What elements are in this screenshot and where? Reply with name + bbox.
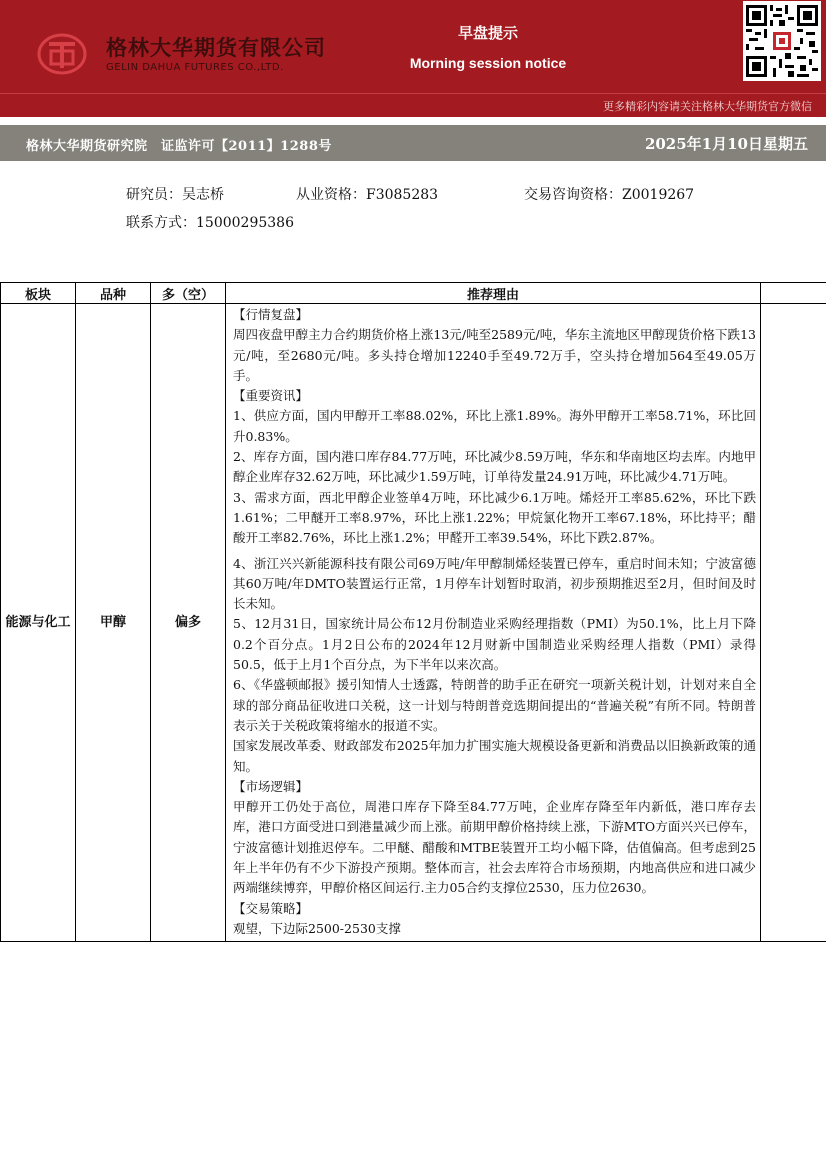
table-row [1, 304, 826, 942]
researcher-qualification: 从业资格：F3085283 [296, 187, 439, 203]
table-header-row [1, 283, 826, 304]
wechat-qr-code [743, 1, 821, 81]
section-heading-market-review: 【行情复盘】 [233, 307, 309, 322]
header-banner [0, 0, 826, 93]
reason-paragraph: 3、需求方面，西北甲醇企业签单4万吨，环比减少6.1万吨。烯烃开工率85.62%，环比下跌1.61%；二甲醚开工率8.97%，环比上涨1.22%；甲烷氯化物开工率67.18%，环比持平；醋酸开工率82.76%，环比上涨1.2%；甲醛开工率39.54%，环比下跌2.87%。 [233, 489, 756, 546]
qr-code-icon [746, 4, 818, 78]
col-header-blank [761, 283, 826, 304]
section-heading-market-logic: 【市场逻辑】 [233, 778, 309, 794]
institute-license: 格林大华期货研究院 证监许可【2011】1288号 [26, 139, 332, 154]
cell-direction: 偏多 [151, 304, 226, 942]
contact-info: 联系方式：15000295386 [126, 215, 294, 231]
cell-product: 甲醇 [76, 304, 151, 942]
reason-paragraph: 2、库存方面，国内港口库存84.77万吨，环比减少8.59万吨，华东和华南地区均去库。内地甲醇企业库存32.62万吨，环比减少1.59万吨，订单待发量24.91万吨，环比减少4.71万吨。 [233, 449, 756, 485]
reason-paragraph: 4、浙江兴兴新能源科技有限公司69万吨/年甲醇制烯烃装置已停车，重启时间未知；宁波富德其60万吨/年DMTO装置运行正常，1月停车计划暂时取消，初步预期推迟至2月，但时间及时长未知。 [233, 555, 756, 612]
cell-blank [761, 304, 826, 942]
company-logo-icon [36, 32, 88, 76]
company-name-en: GELIN DAHUA FUTURES CO.,LTD. [106, 62, 284, 73]
reason-paragraph: 国家发展改革委、财政部发布2025年加力扩围实施大规模设备更新和消费品以旧换新政策的通知。 [233, 738, 756, 774]
cell-sector: 能源与化工 [1, 304, 76, 942]
header-subband [0, 93, 826, 117]
notice-title-cn: 早盘提示 [457, 24, 518, 42]
reason-paragraph: 6、《华盛顿邮报》援引知情人士透露，特朗普的助手正在研究一项新关税计划，计划对来自全球的部分商品征收进口关税，这一计划与特朗普竞选期间提出的“普遍关税”有所不同。特朗普表示关于关税政策将缩水的报道不实。 [233, 677, 756, 733]
consult-qualification: 交易咨询资格：Z0019267 [524, 187, 695, 203]
company-name-cn: 格林大华期货有限公司 [106, 36, 326, 60]
col-header-direction: 多（空） [151, 283, 226, 304]
reason-paragraph: 1、供应方面，国内甲醇开工率88.02%，环比上涨1.89%。海外甲醇开工率58.71%，环比回升0.83%。 [233, 408, 756, 444]
section-heading-trade-strategy: 【交易策略】 [233, 900, 309, 916]
recommendation-table [0, 282, 826, 942]
notice-title-en: Morning session notice [409, 55, 567, 71]
reason-paragraph: 5、12月31日，国家统计局公布12月份制造业采购经理指数（PMI）为50.1%，比上月下降0.2个百分点。1月2日公布的2024年12月财新中国制造业采购经理人指数（PMI）录得50.5，低于上月1个百分点，为下半年以来次高。 [233, 616, 756, 673]
report-date: 2025年1月10日星期五 [644, 135, 808, 153]
col-header-sector: 板块 [1, 283, 76, 304]
researcher-name: 研究员：吴志桥 [126, 187, 224, 203]
col-header-reason: 推荐理由 [226, 283, 761, 304]
reason-paragraph: 甲醇开工仍处于高位，周港口库存下降至84.77万吨，企业库存降至年内新低，港口库存去库，港口方面受进口到港量减少而上涨。前期甲醇价格持续上涨，下游MTO方面兴兴已停车，宁波富德计划推迟停车。二甲醚、醋酸和MTBE装置开工均小幅下降，估值偏高。但考虑到25年上半年仍有不少下游投产预期。整体而言，社会去库符合市场预期，内地高供应和进口减少两端继续博弈，甲醇价格区间运行.主力05合约支撑位2530，压力位2630。 [233, 799, 756, 896]
section-heading-key-news: 【重要资讯】 [233, 388, 309, 404]
institute-band [0, 125, 826, 161]
col-header-product: 品种 [76, 283, 151, 304]
reason-paragraph: 观望，下边际2500-2530支撑 [233, 920, 401, 936]
reason-paragraph: 周四夜盘甲醇主力合约期货价格上涨13元/吨至2589元/吨，华东主流地区甲醇现货价格下跌13元/吨，至2680元/吨。多头持仓增加12240手至49.72万手，空头持仓增加564至49.05万手。 [233, 327, 756, 383]
wechat-follow-note: 更多精彩内容请关注格林大华期货官方微信 [603, 100, 812, 113]
cell-reason [226, 304, 761, 942]
